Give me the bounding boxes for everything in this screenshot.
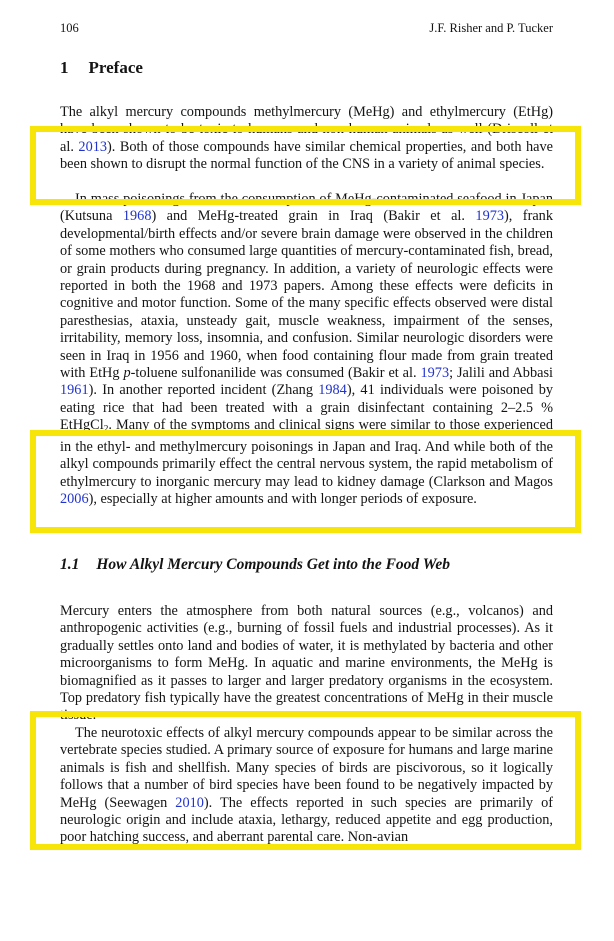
citation-link[interactable]: 1973: [475, 208, 505, 225]
citation-link[interactable]: 1984: [318, 382, 347, 399]
paragraph-foodweb-1: [60, 603, 553, 725]
text-segment: ), frank developmental/birth effects and/or severe brain damage were observed in the children of some mothers who consumed large quantities of mercury-contaminated fish, bread, or grain products during pregnancy. In addition, a variety of neurologic effects were reported in both the 1968 and 1973 papers. Among these effects were deficits in cognitive and motor function. Some of the many specific effects observed were distal paresthesias, ataxia, unsteady gait, muscle weakness, impairment of the senses, irritability, memory loss, insomnia, and confusion. Similar neurologic disorders were seen in Iraq in 1956 and 1960, when food containing flour made from grain treated with EtHg: [60, 208, 553, 382]
text-segment: The alkyl mercury compounds methylmercury (MeHg) and ethylmercury (EtHg) have been shown to be toxic to humans and non-human animals as well (Driscoll et al.: [60, 104, 553, 155]
citation-link[interactable]: 1973: [420, 365, 450, 382]
text-segment: ). The effects reported in such species are primarily of neurologic origin and include ataxia, lethargy, reduced appetite and egg production, poor hatching success, and aberrant parental care. Non-avian: [60, 794, 553, 846]
citation-link[interactable]: 2010: [175, 794, 204, 811]
text-segment: 2: [103, 424, 109, 435]
text-segment: p: [123, 365, 131, 382]
running-header: [60, 21, 553, 35]
paragraph-preface-2: [60, 191, 553, 509]
section-heading-preface: [60, 58, 553, 78]
text-segment: ). Both of those compounds have similar chemical properties, and both have been shown to disrupt the normal function of the CNS in a variety of animal species.: [60, 138, 554, 173]
text-segment: . Many of the symptoms and clinical signs were similar to those experienced in the ethyl- and methylmercury poisonings in Japan and Iraq. And while both of the alkyl compounds primarily effect the central nervous system, the rapid metabolism of ethylmercury to inorganic mercury may lead to kidney damage (Clarkson and Magos: [60, 417, 553, 490]
section-number: 1.1: [60, 556, 80, 573]
citation-link[interactable]: 2013: [78, 138, 108, 155]
text-segment: In mass poisonings from the consumption of MeHg-contaminated seafood in Japan (Kutsuna: [60, 191, 553, 225]
citation-link[interactable]: 1968: [122, 208, 152, 225]
text-segment: Mercury enters the atmosphere from both natural sources (e.g., volcanos) and anthropogenic activities (e.g., burning of fossil fuels and industrial processes). As it gradually settles onto land and bodies of water, it is methylated by bacteria and other microorganisms to form MeHg. In aquatic and marine environments, the MeHg is biomagnified as it passes to larger and larger predatory organisms in the ecosystem. Top predatory fish typically have the greatest concentrations of MeHg in their muscle tissue.: [60, 603, 553, 724]
text-segment: The neurotoxic effects of alkyl mercury compounds appear to be similar across the vertebrate species studied. A primary source of exposure for humans and large marine animals is fish and shellfish. Many species of birds are piscivorous, so it logically follows that a number of bird species have been found to be negatively impacted by MeHg (Seewagen: [60, 725, 553, 811]
text-segment: ), 41 individuals were poisoned by eating rice that had been treated with a grain disinfectant containing 2–2.5 % EtHgCl: [60, 382, 553, 434]
section-number: 1: [60, 58, 69, 77]
text-segment: ), especially at higher amounts and with longer periods of exposure.: [88, 491, 477, 508]
citation-link[interactable]: 1961: [60, 382, 89, 399]
text-segment: ) and MeHg-treated grain in Iraq (Bakir et al.: [151, 208, 476, 225]
section-heading-food-web: [60, 555, 553, 575]
page-number: 106: [60, 21, 79, 35]
text-segment: -toluene sulfonanilide was consumed (Bakir et al.: [130, 365, 421, 382]
section-title: Preface: [88, 58, 143, 77]
text-segment: ; Jalili and Abbasi: [449, 365, 553, 382]
citation-link[interactable]: 2006: [60, 491, 89, 508]
paragraph-foodweb-2: [60, 725, 553, 847]
section-title: How Alkyl Mercury Compounds Get into the Food Web: [96, 556, 451, 573]
running-header-authors: J.F. Risher and P. Tucker: [429, 21, 553, 35]
text-segment: ). In another reported incident (Zhang: [88, 382, 319, 399]
paragraph-preface-1: [60, 104, 553, 174]
